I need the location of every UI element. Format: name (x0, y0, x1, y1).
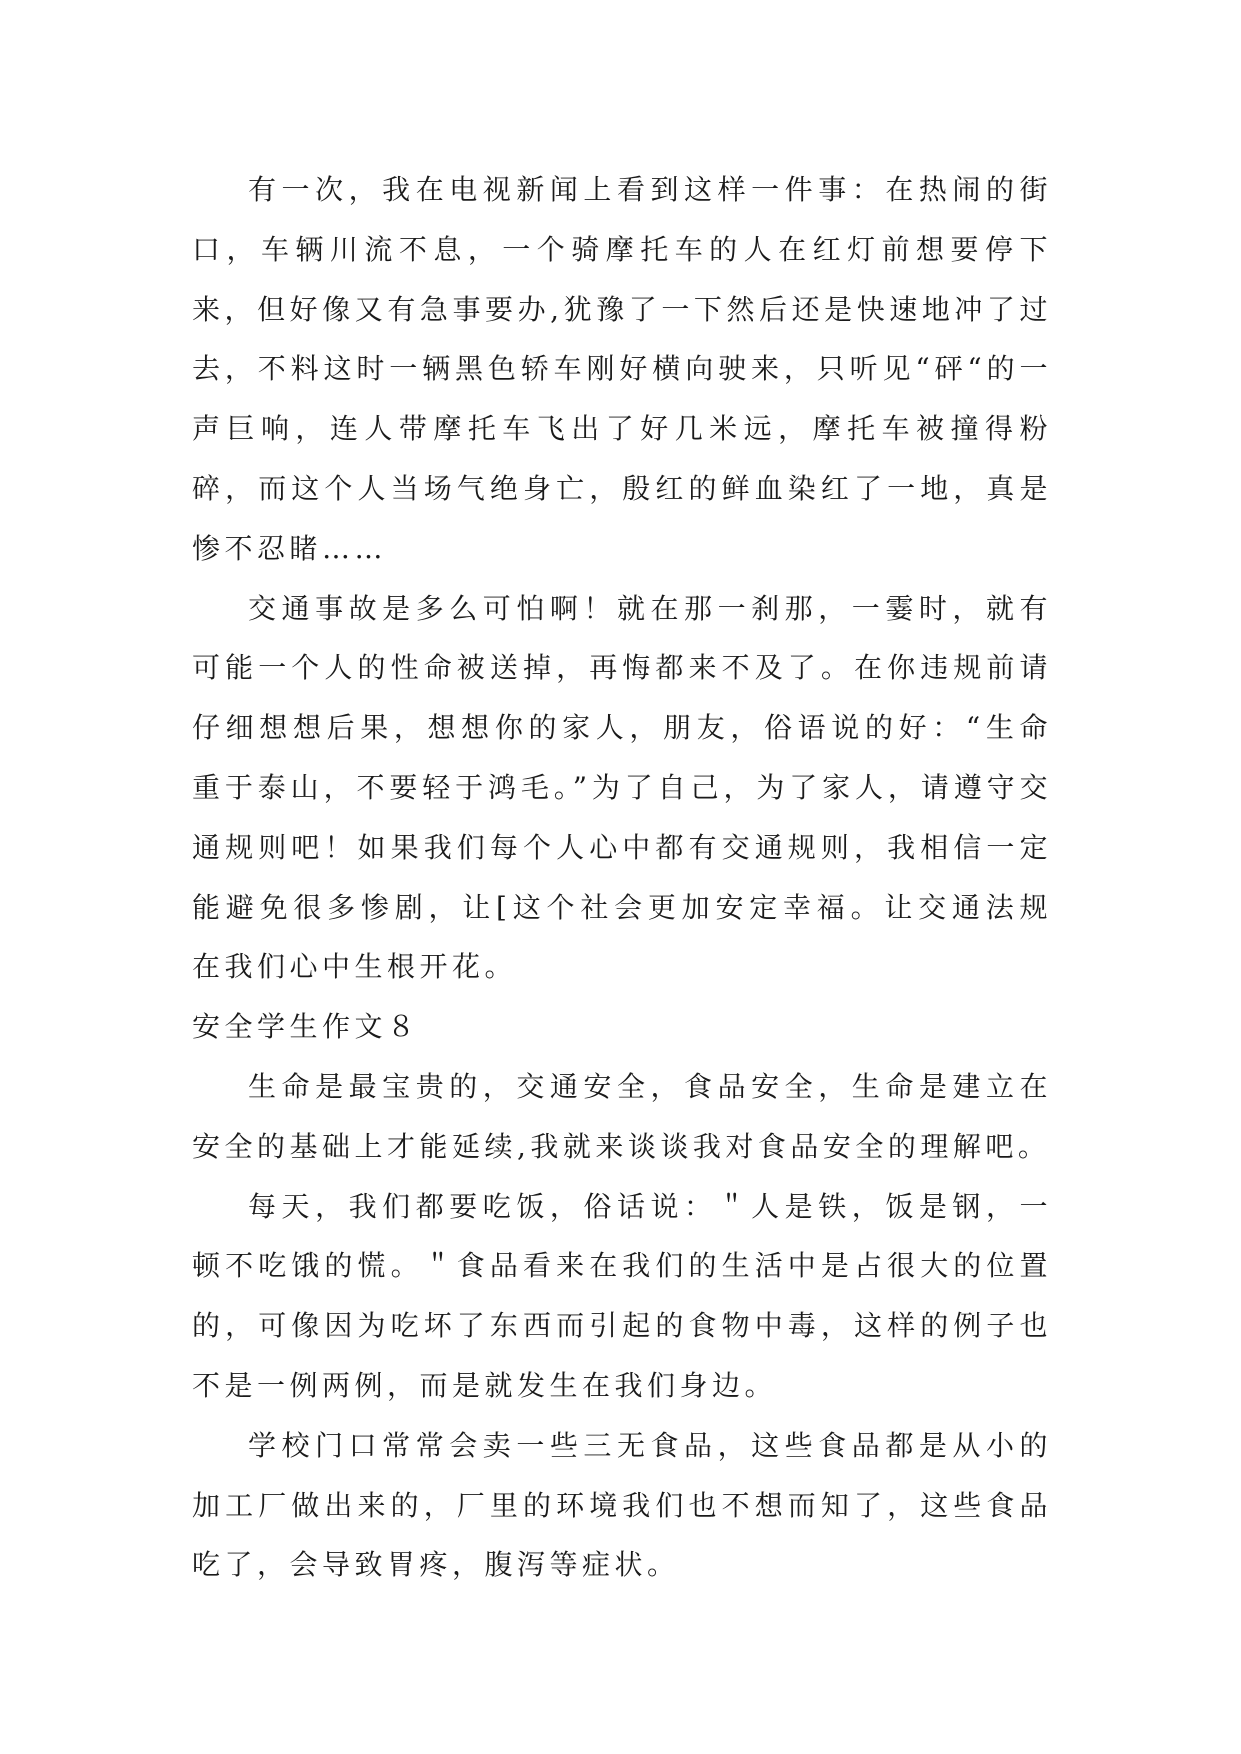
paragraph-life-precious: 生命是最宝贵的，交通安全，食品安全，生命是建立在安全的基础上才能延续,我就来谈谈我对食品安全的理解吧。 (192, 1069, 1052, 1163)
paragraph-traffic-warning: 交通事故是多么可怕啊！就在那一刹那，一霎时，就有可能一个人的性命被送掉，再悔都来不及了。在你违规前请仔细想想后果，想想你的家人，朋友，俗语说的好：“生命重于泰山，不要轻于鸿毛。”为了自己，为了家人，请遵守交通规则吧！如果我们每个人心中都有交通规则，我相信一定能避免很多惨剧，让[这个社会更加安定幸福。让交通法规在我们心中生根开花。 (192, 591, 1052, 984)
section-heading: 安全学生作文８ (192, 1010, 420, 1044)
paragraph-school-food: 学校门口常常会卖一些三无食品，这些食品都是从小的加工厂做出来的，厂里的环境我们也不想而知了，这些食品吃了，会导致胃疼，腹泻等症状。 (192, 1428, 1052, 1582)
paragraph-daily-food: 每天，我们都要吃饭，俗话说：＂人是铁，饭是钢，一顿不吃饿的慌。＂食品看来在我们的生活中是占很大的位置的，可像因为吃坏了东西而引起的食物中毒，这样的例子也不是一例两例，而是就发生在我们身边。 (192, 1189, 1052, 1402)
paragraph-accident-story: 有一次，我在电视新闻上看到这样一件事：在热闹的街口，车辆川流不息，一个骑摩托车的人在红灯前想要停下来，但好像又有急事要办,犹豫了一下然后还是快速地冲了过去，不料这时一辆黑色轿车刚好横向驶来，只听见“砰“的一声巨响，连人带摩托车飞出了好几米远，摩托车被撞得粉碎，而这个人当场气绝身亡，殷红的鲜血染红了一地，真是惨不忍睹…… (192, 173, 1052, 565)
document-page (192, 160, 1052, 1595)
